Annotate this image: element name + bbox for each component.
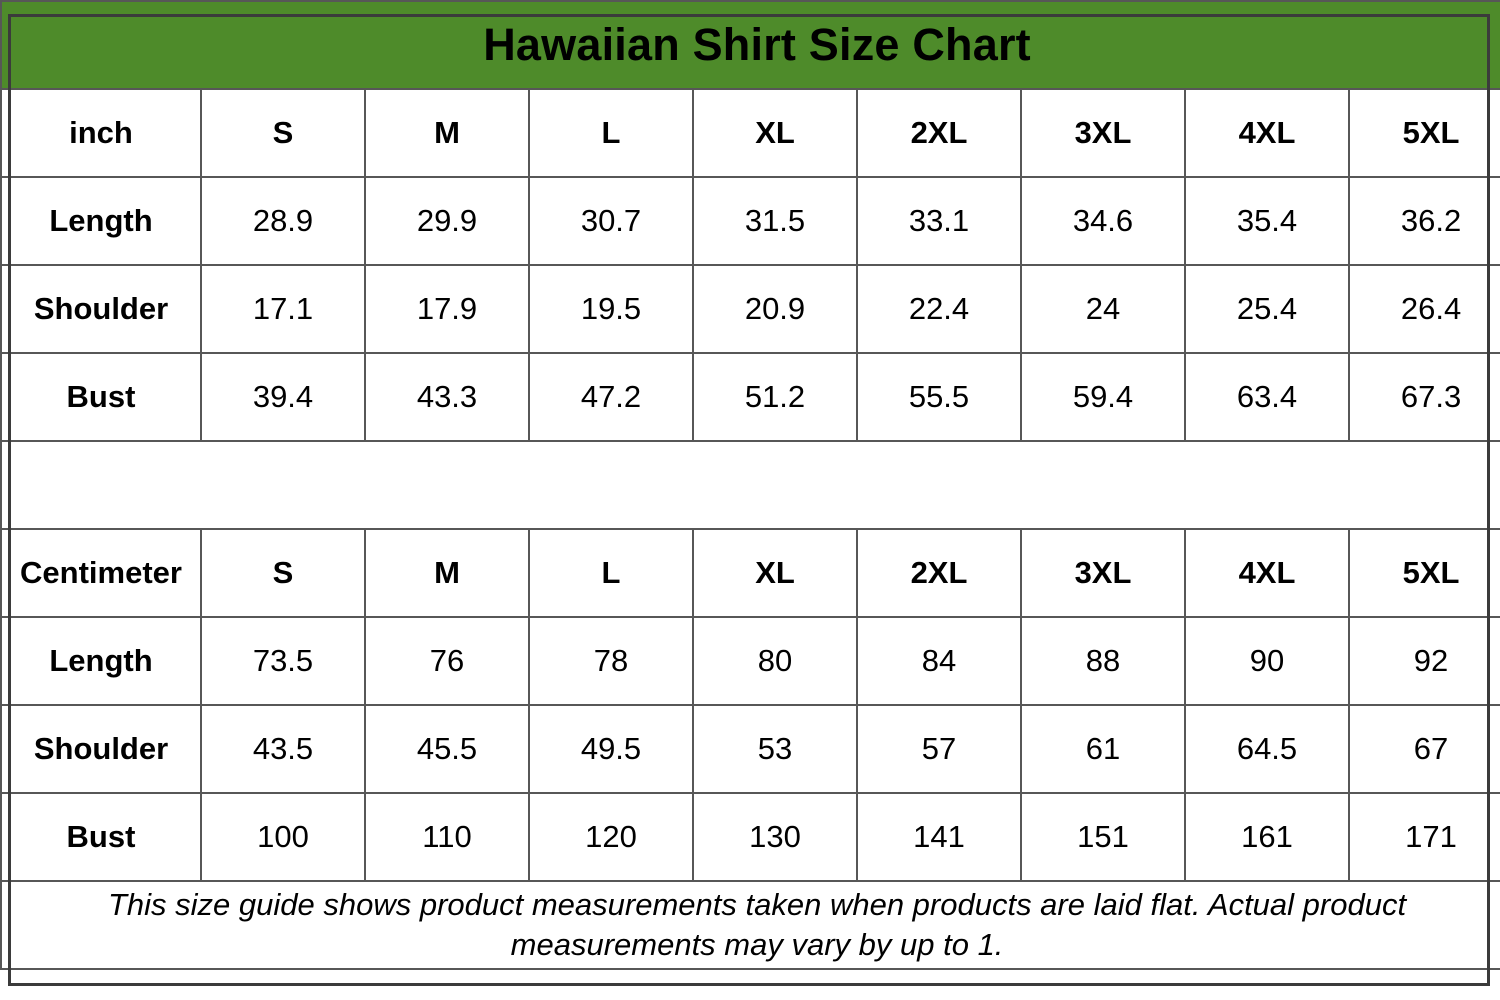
inch-bust-l: 47.2 bbox=[529, 353, 693, 441]
cm-bust-3xl: 151 bbox=[1021, 793, 1185, 881]
inch-size-l: L bbox=[529, 89, 693, 177]
cm-shoulder-2xl: 57 bbox=[857, 705, 1021, 793]
cm-size-m: M bbox=[365, 529, 529, 617]
cm-bust-m: 110 bbox=[365, 793, 529, 881]
cm-size-5xl: 5XL bbox=[1349, 529, 1500, 617]
cm-size-l: L bbox=[529, 529, 693, 617]
cm-bust-l: 120 bbox=[529, 793, 693, 881]
cm-shoulder-label: Shoulder bbox=[1, 705, 201, 793]
inch-bust-2xl: 55.5 bbox=[857, 353, 1021, 441]
inch-length-m: 29.9 bbox=[365, 177, 529, 265]
inch-size-xl: XL bbox=[693, 89, 857, 177]
cm-size-3xl: 3XL bbox=[1021, 529, 1185, 617]
inch-size-5xl: 5XL bbox=[1349, 89, 1500, 177]
cm-shoulder-5xl: 67 bbox=[1349, 705, 1500, 793]
inch-shoulder-2xl: 22.4 bbox=[857, 265, 1021, 353]
cm-shoulder-4xl: 64.5 bbox=[1185, 705, 1349, 793]
inch-length-s: 28.9 bbox=[201, 177, 365, 265]
inch-length-xl: 31.5 bbox=[693, 177, 857, 265]
cm-shoulder-s: 43.5 bbox=[201, 705, 365, 793]
cm-length-xl: 80 bbox=[693, 617, 857, 705]
inch-shoulder-xl: 20.9 bbox=[693, 265, 857, 353]
inch-shoulder-3xl: 24 bbox=[1021, 265, 1185, 353]
size-guide-note: This size guide shows product measurements taken when products are laid flat. Actual product measurements may vary by up to 1. bbox=[1, 881, 1500, 969]
cm-bust-2xl: 141 bbox=[857, 793, 1021, 881]
cm-length-l: 78 bbox=[529, 617, 693, 705]
chart-outer-border bbox=[8, 14, 1490, 986]
inch-length-label: Length bbox=[1, 177, 201, 265]
cm-unit-label: Centimeter bbox=[1, 529, 201, 617]
cm-shoulder-l: 49.5 bbox=[529, 705, 693, 793]
inch-length-l: 30.7 bbox=[529, 177, 693, 265]
inch-shoulder-l: 19.5 bbox=[529, 265, 693, 353]
inch-bust-5xl: 67.3 bbox=[1349, 353, 1500, 441]
inch-size-m: M bbox=[365, 89, 529, 177]
inch-length-4xl: 35.4 bbox=[1185, 177, 1349, 265]
cm-length-2xl: 84 bbox=[857, 617, 1021, 705]
inch-bust-label: Bust bbox=[1, 353, 201, 441]
inch-length-5xl: 36.2 bbox=[1349, 177, 1500, 265]
inch-bust-3xl: 59.4 bbox=[1021, 353, 1185, 441]
inch-shoulder-s: 17.1 bbox=[201, 265, 365, 353]
inch-shoulder-m: 17.9 bbox=[365, 265, 529, 353]
cm-size-2xl: 2XL bbox=[857, 529, 1021, 617]
inch-length-3xl: 34.6 bbox=[1021, 177, 1185, 265]
cm-length-4xl: 90 bbox=[1185, 617, 1349, 705]
inch-bust-xl: 51.2 bbox=[693, 353, 857, 441]
inch-bust-s: 39.4 bbox=[201, 353, 365, 441]
inch-shoulder-5xl: 26.4 bbox=[1349, 265, 1500, 353]
inch-size-s: S bbox=[201, 89, 365, 177]
inch-shoulder-label: Shoulder bbox=[1, 265, 201, 353]
cm-bust-xl: 130 bbox=[693, 793, 857, 881]
cm-length-3xl: 88 bbox=[1021, 617, 1185, 705]
inch-shoulder-4xl: 25.4 bbox=[1185, 265, 1349, 353]
cm-bust-4xl: 161 bbox=[1185, 793, 1349, 881]
cm-length-label: Length bbox=[1, 617, 201, 705]
cm-shoulder-m: 45.5 bbox=[365, 705, 529, 793]
inch-bust-m: 43.3 bbox=[365, 353, 529, 441]
cm-bust-5xl: 171 bbox=[1349, 793, 1500, 881]
inch-size-4xl: 4XL bbox=[1185, 89, 1349, 177]
inch-length-2xl: 33.1 bbox=[857, 177, 1021, 265]
inch-bust-4xl: 63.4 bbox=[1185, 353, 1349, 441]
inch-unit-label: inch bbox=[1, 89, 201, 177]
cm-size-s: S bbox=[201, 529, 365, 617]
cm-size-xl: XL bbox=[693, 529, 857, 617]
cm-length-5xl: 92 bbox=[1349, 617, 1500, 705]
cm-length-m: 76 bbox=[365, 617, 529, 705]
inch-size-3xl: 3XL bbox=[1021, 89, 1185, 177]
cm-bust-s: 100 bbox=[201, 793, 365, 881]
page-title-text: Hawaiian Shirt Size Chart bbox=[483, 19, 1031, 70]
cm-size-4xl: 4XL bbox=[1185, 529, 1349, 617]
inch-size-2xl: 2XL bbox=[857, 89, 1021, 177]
cm-shoulder-3xl: 61 bbox=[1021, 705, 1185, 793]
cm-bust-label: Bust bbox=[1, 793, 201, 881]
cm-length-s: 73.5 bbox=[201, 617, 365, 705]
cm-shoulder-xl: 53 bbox=[693, 705, 857, 793]
